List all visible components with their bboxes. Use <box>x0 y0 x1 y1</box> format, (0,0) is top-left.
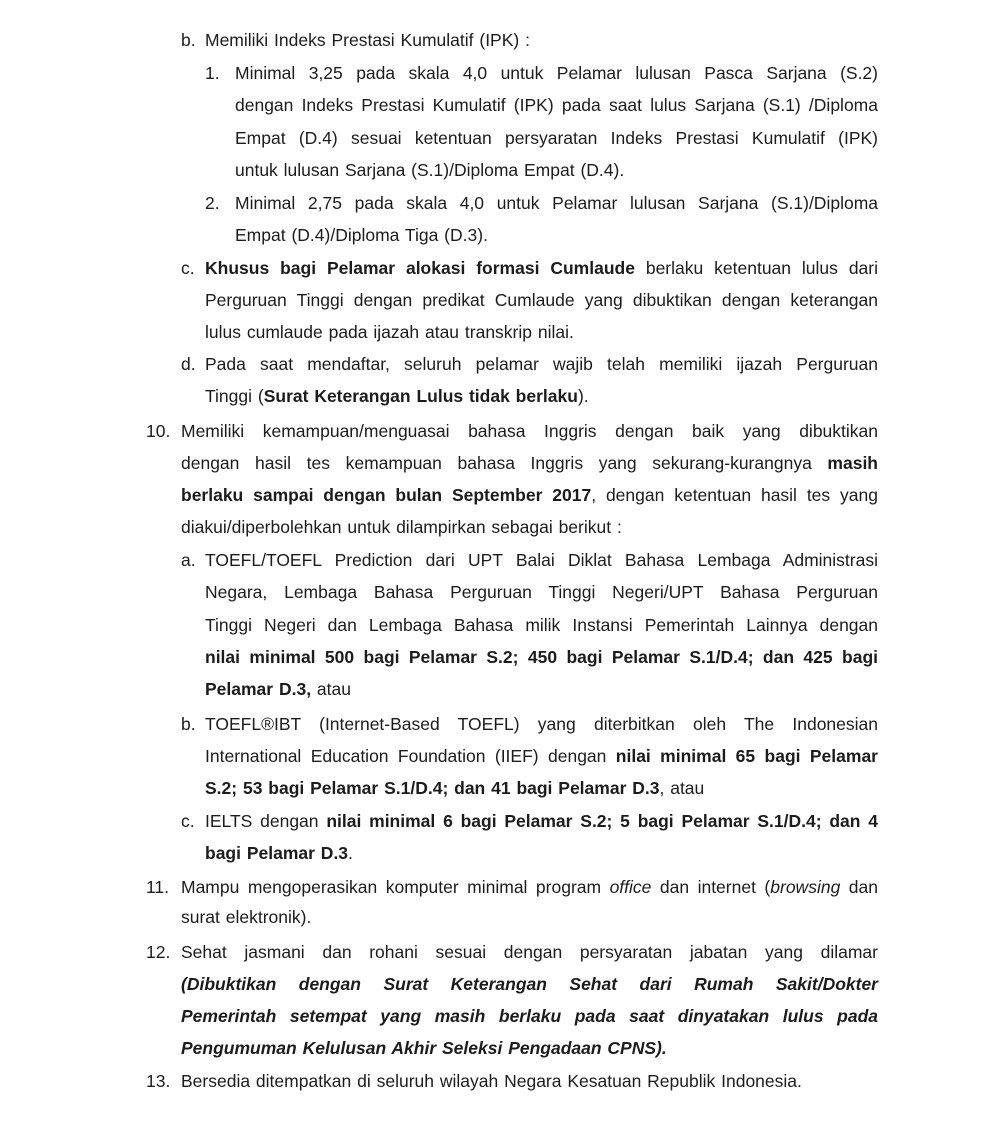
paragraph-line: lulus cumlaude pada ijazah atau transkrip nilai. <box>205 322 574 342</box>
paragraph-line: dengan Indeks Prestasi Kumulatif (IPK) pada saat lulus Sarjana (S.1) /Diploma <box>235 95 878 115</box>
bold-text: Khusus bagi Pelamar alokasi formasi Cumlaude <box>205 258 635 278</box>
paragraph-line: Memiliki Indeks Prestasi Kumulatif (IPK) : <box>205 30 530 50</box>
bold-text: bagi Pelamar D.3 <box>205 843 349 863</box>
list-marker: 12. <box>146 942 171 962</box>
paragraph-line: diakui/diperbolehkan untuk dilampirkan sebagai berikut : <box>181 517 622 537</box>
paragraph-line: S.2; 53 bagi Pelamar S.1/D.4; dan 41 bagi Pelamar D.3, atau <box>205 778 705 798</box>
bold-text: nilai minimal 500 bagi Pelamar S.2; 450 bagi Pelamar S.1/D.4; dan 425 bagi <box>205 647 878 667</box>
paragraph-line: Memiliki kemampuan/menguasai bahasa Inggris dengan baik yang dibuktikan <box>181 421 878 441</box>
paragraph-line: berlaku sampai dengan bulan September 2017, dengan ketentuan hasil tes yang <box>181 485 878 505</box>
bold-text: nilai minimal 6 bagi Pelamar S.2; 5 bagi Pelamar S.1/D.4; dan 4 <box>326 811 878 831</box>
paragraph-line: Tinggi Negeri dan Lembaga Bahasa milik Instansi Pemerintah Lainnya dengan <box>205 615 878 635</box>
paragraph-line: Mampu mengoperasikan komputer minimal program office dan internet (browsing dan <box>181 877 878 897</box>
paragraph-line: Empat (D.4) sesuai ketentuan persyaratan Indeks Prestasi Kumulatif (IPK) <box>235 128 878 148</box>
list-marker: b. <box>181 30 196 50</box>
paragraph-line: Khusus bagi Pelamar alokasi formasi Cumlaude berlaku ketentuan lulus dari <box>205 258 878 278</box>
list-marker: 11. <box>146 877 170 897</box>
paragraph-line: Empat (D.4)/Diploma Tiga (D.3). <box>235 225 488 245</box>
paragraph-line <box>205 646 878 668</box>
paragraph-line: Negara, Lembaga Bahasa Perguruan Tinggi Negeri/UPT Bahasa Perguruan <box>205 582 878 602</box>
paragraph-line: (Dibuktikan dengan Surat Keterangan Sehat dari Rumah Sakit/Dokter <box>181 974 878 994</box>
paragraph-line: Tinggi (Surat Keterangan Lulus tidak berlaku). <box>205 386 589 406</box>
list-marker: c. <box>181 258 195 278</box>
paragraph-line: Sehat jasmani dan rohani sesuai dengan persyaratan jabatan yang dilamar <box>181 942 878 962</box>
paragraph-line: dengan hasil tes kemampuan bahasa Inggris yang sekurang-kurangnya masih <box>181 453 878 473</box>
list-marker: a. <box>181 550 196 570</box>
bold-text: Surat Keterangan Lulus tidak berlaku <box>263 386 578 406</box>
paragraph-line: IELTS dengan nilai minimal 6 bagi Pelamar S.2; 5 bagi Pelamar S.1/D.4; dan 4 <box>205 811 878 831</box>
paragraph-line: untuk lulusan Sarjana (S.1)/Diploma Empat (D.4). <box>235 160 625 180</box>
paragraph-line: bagi Pelamar D.3. <box>205 843 353 863</box>
list-marker: 2. <box>205 193 220 213</box>
list-marker: d. <box>181 354 196 374</box>
list-marker: b. <box>181 714 196 734</box>
paragraph-line: TOEFL/TOEFL Prediction dari UPT Balai Diklat Bahasa Lembaga Administrasi <box>205 550 878 570</box>
bold-text: S.2; 53 bagi Pelamar S.1/D.4; dan 41 bagi Pelamar D.3 <box>205 778 660 798</box>
paragraph-line: TOEFL®IBT (Internet-Based TOEFL) yang diterbitkan oleh The Indonesian <box>205 714 878 734</box>
paragraph-line: Minimal 3,25 pada skala 4,0 untuk Pelamar lulusan Pasca Sarjana (S.2) <box>235 63 878 83</box>
paragraph-line: Pelamar D.3, atau <box>205 679 351 699</box>
paragraph-line: Pengumuman Kelulusan Akhir Seleksi Pengadaan CPNS). <box>181 1038 667 1058</box>
paragraph-line: Pemerintah setempat yang masih berlaku pada saat dinyatakan lulus pada <box>181 1006 878 1026</box>
paragraph-line: surat elektronik). <box>181 907 312 927</box>
paragraph-line: Minimal 2,75 pada skala 4,0 untuk Pelamar lulusan Sarjana (S.1)/Diploma <box>235 193 878 213</box>
list-marker: 1. <box>205 63 220 83</box>
bold-text: berlaku sampai dengan bulan September 2017 <box>181 485 592 505</box>
bold-text: Pelamar D.3, <box>205 679 312 699</box>
italic-text: office <box>609 877 652 897</box>
paragraph-line: Pada saat mendaftar, seluruh pelamar wajib telah memiliki ijazah Perguruan <box>205 354 878 374</box>
paragraph-line: Perguruan Tinggi dengan predikat Cumlaude yang dibuktikan dengan keterangan <box>205 290 878 310</box>
italic-text: browsing <box>770 877 841 897</box>
bold-text: nilai minimal 65 bagi Pelamar <box>615 746 878 766</box>
paragraph-line: International Education Foundation (IIEF) dengan nilai minimal 65 bagi Pelamar <box>205 746 878 766</box>
paragraph-line: Bersedia ditempatkan di seluruh wilayah Negara Kesatuan Republik Indonesia. <box>181 1071 802 1091</box>
list-marker: 10. <box>146 421 171 441</box>
list-marker: c. <box>181 811 195 831</box>
list-marker: 13. <box>146 1071 171 1091</box>
bold-text: masih <box>827 453 878 473</box>
